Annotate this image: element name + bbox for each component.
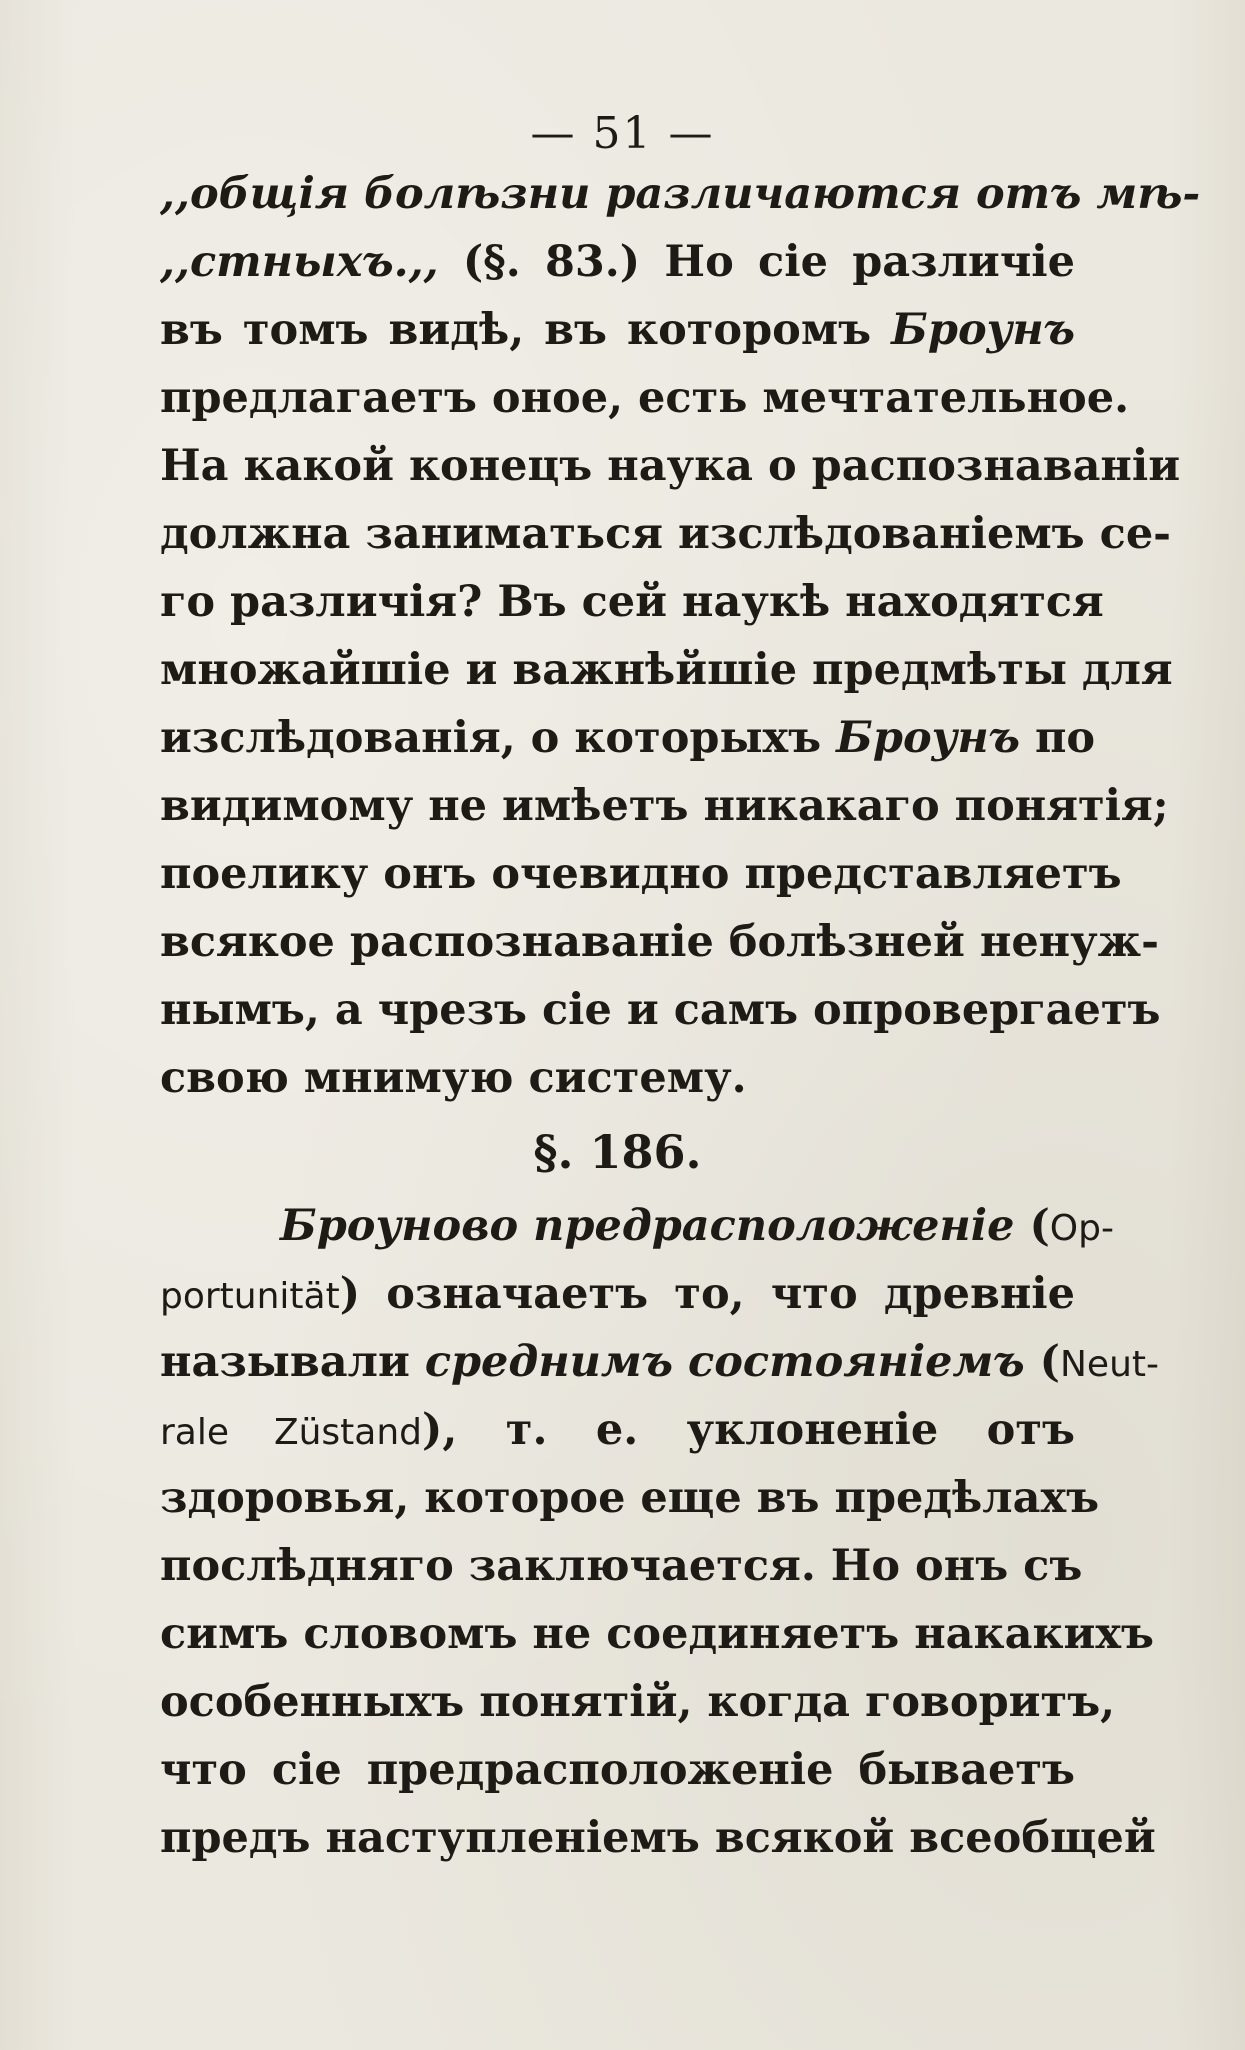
text-line xyxy=(160,432,1181,500)
line-text: особенныхъ понятій, когда говоритъ, xyxy=(160,1677,1116,1727)
line-text: свою мнимую систему. xyxy=(160,1053,747,1103)
text-line xyxy=(160,1260,1075,1328)
text-line xyxy=(160,840,1122,908)
text-line xyxy=(160,500,1172,568)
line-text: что сіе предрасположеніе бываетъ xyxy=(160,1745,1075,1795)
line-text: изслѣдованія, о которыхъ xyxy=(160,713,837,763)
text-line xyxy=(160,1804,1156,1872)
line-text: ( xyxy=(1014,1201,1050,1251)
page-number: — 51 — xyxy=(530,108,715,159)
text-line xyxy=(160,228,1075,296)
text-line xyxy=(160,296,1075,364)
text-line xyxy=(160,772,1169,840)
line-text: нымъ, а чрезъ сіе и самъ опровергаетъ xyxy=(160,985,1161,1035)
line-text: (§. 83.) Но сіе различіе xyxy=(438,237,1075,287)
latin-term: Op- xyxy=(1049,1208,1114,1249)
text-line xyxy=(160,704,1096,772)
text-line xyxy=(160,1328,1159,1396)
line-text: симъ словомъ не соединяетъ накакихъ xyxy=(160,1609,1155,1659)
text-line xyxy=(160,1044,1075,1112)
text-line xyxy=(160,1192,1114,1260)
text-line xyxy=(160,1600,1155,1668)
text-line xyxy=(160,568,1104,636)
text-line xyxy=(160,1464,1100,1532)
latin-term: Neut- xyxy=(1060,1344,1159,1385)
term-predisposition: Броуново предрасположеніе xyxy=(280,1201,1015,1251)
text-line xyxy=(160,1668,1116,1736)
quoted-text: ,,стныхъ.,, xyxy=(160,237,439,287)
line-text: множайшіе и важнѣйшіе предмѣты для xyxy=(160,645,1173,695)
line-text: предъ наступленіемъ всякой всеобщей xyxy=(160,1813,1156,1863)
text-line xyxy=(160,976,1161,1044)
line-text: видимому не имѣетъ никакаго понятія; xyxy=(160,781,1169,831)
line-text: по xyxy=(1019,713,1096,763)
term-middle-state: среднимъ состояніемъ xyxy=(424,1337,1025,1387)
line-text: должна заниматься изслѣдованіемъ се- xyxy=(160,509,1172,559)
line-text: ) означаетъ то, что древніе xyxy=(339,1269,1075,1319)
line-text: называли xyxy=(160,1337,425,1387)
line-text: всякое распознаваніе болѣзней ненуж- xyxy=(160,917,1159,967)
text-line xyxy=(160,1396,1075,1464)
line-text: ( xyxy=(1024,1337,1060,1387)
section-heading: §. 186. xyxy=(533,1125,702,1179)
line-text: здоровья, которое еще въ предѣлахъ xyxy=(160,1473,1100,1523)
line-text: го различія? Въ сей наукѣ находятся xyxy=(160,577,1104,627)
line-text: предлагаетъ оное, есть мечтательное. xyxy=(160,373,1130,423)
text-line xyxy=(160,364,1130,432)
line-text: въ томъ видѣ, въ которомъ xyxy=(160,305,892,355)
line-text: ), т. е. уклоненіе отъ xyxy=(422,1405,1075,1455)
text-line xyxy=(160,1532,1083,1600)
latin-term: rale Züstand xyxy=(160,1412,423,1453)
latin-term: portunität xyxy=(160,1276,340,1317)
text-line xyxy=(160,908,1159,976)
text-line xyxy=(160,636,1173,704)
text-line xyxy=(160,160,1201,228)
text-block xyxy=(160,160,1201,1872)
text-line xyxy=(160,1736,1075,1804)
line-text: послѣдняго заключается. Но онъ съ xyxy=(160,1541,1083,1591)
quoted-text: ,,общія болѣзни различаются отъ мѣ- xyxy=(160,169,1201,219)
line-text: На какой конецъ наука о распознаваніи xyxy=(160,441,1181,491)
name-brown: Броунъ xyxy=(891,305,1075,355)
name-brown: Броунъ xyxy=(836,713,1020,763)
line-text: поелику онъ очевидно представляетъ xyxy=(160,849,1122,899)
